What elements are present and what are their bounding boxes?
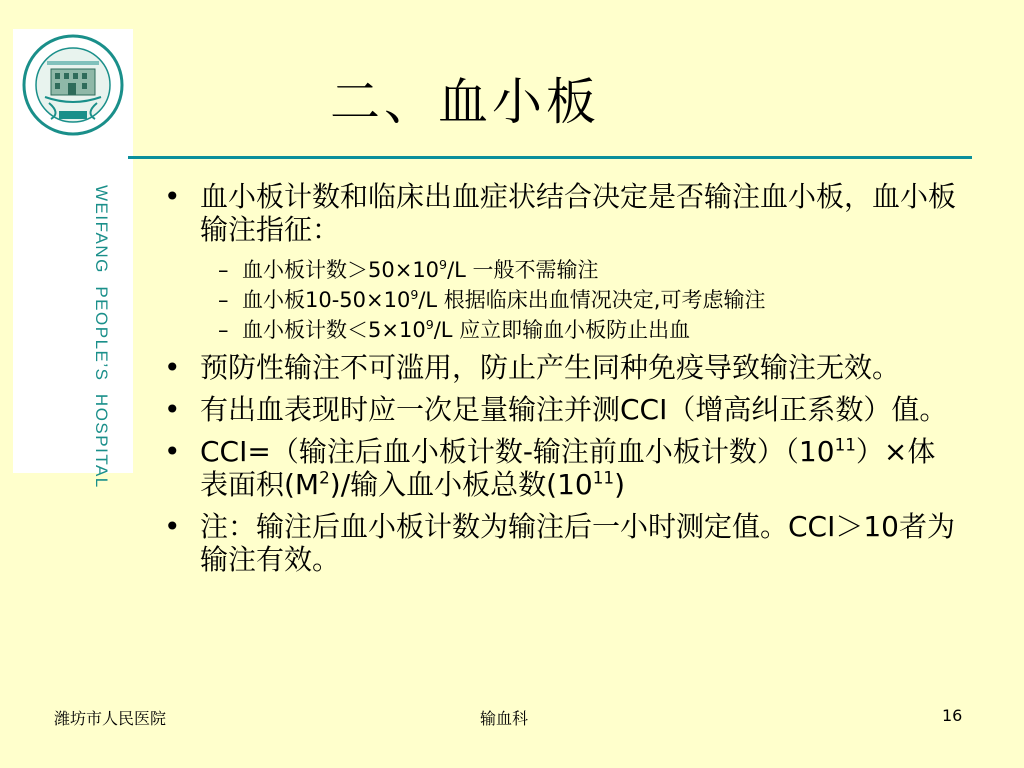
bullet-item — [160, 393, 960, 426]
bullet-dot-icon: • — [164, 393, 181, 426]
bullet-text — [200, 180, 956, 246]
bullet-dot-icon: • — [164, 180, 181, 213]
dash-bullet-icon: – — [218, 288, 229, 312]
sub-bullet-text-run: 9 — [425, 317, 434, 332]
hospital-english-name: WEIFANG PEOPLE’S HOSPITAL — [92, 185, 111, 489]
sub-bullet-text-run: 血小板计数＞50×10 — [242, 258, 440, 282]
bullet-text — [200, 510, 955, 576]
bullet-text-run: 有出血表现时应一次足量输注并测CCI（增高纠正系数）值。 — [200, 393, 948, 426]
bullet-item — [160, 510, 960, 576]
bullet-text — [200, 393, 947, 426]
bullet-text-run: ) — [614, 468, 625, 501]
bullet-text-run: 预防性输注不可滥用，防止产生同种免疫导致输注无效。 — [200, 351, 901, 384]
bullet-text — [200, 351, 900, 384]
bullet-text-run: 2 — [319, 467, 330, 488]
bullet-dot-icon: • — [164, 510, 181, 543]
bullet-text-run: 血小板计数和临床出血症状结合决定是否输注血小板，血小板输注指征： — [200, 180, 957, 246]
bullet-item — [160, 180, 960, 246]
bullet-item — [160, 435, 960, 501]
sub-bullet-text — [242, 258, 599, 282]
footer-department: 输血科 — [480, 709, 529, 728]
footer-hospital-name: 潍坊市人民医院 — [54, 709, 167, 728]
sub-bullet-item — [160, 255, 960, 285]
bullet-text-run: 注：输注后血小板计数为输注后一小时测定值。CCI＞10者为输注有效。 — [200, 510, 955, 576]
page-number: 16 — [942, 706, 963, 725]
sub-bullet-text-run: 血小板10-50×10 — [242, 288, 411, 312]
title-divider — [128, 156, 972, 159]
dash-bullet-icon: – — [218, 258, 229, 282]
sub-bullet-list — [160, 255, 960, 345]
bullet-text — [200, 435, 935, 501]
bullet-item — [160, 351, 960, 384]
bullet-text-run: ）×体表面积(M — [200, 435, 936, 501]
sub-bullet-text-run: 9 — [439, 257, 448, 272]
sub-bullet-text-run: 血小板计数＜5×10 — [242, 318, 426, 342]
slide-title: 二、血小板 — [330, 73, 600, 131]
bullet-text-run: )/输入血小板总数(10 — [329, 468, 593, 501]
sub-bullet-text — [242, 318, 690, 342]
bullet-text-run: CCI=（输注后血小板计数-输注前血小板计数）（10 — [200, 435, 835, 468]
hospital-logo-panel — [13, 29, 133, 489]
slide-content — [160, 180, 960, 585]
bullet-dot-icon: • — [164, 351, 181, 384]
sub-bullet-text-run: /L 应立即输血小板防止出血 — [433, 318, 691, 342]
sub-bullet-item — [160, 285, 960, 315]
sub-bullet-text — [242, 288, 765, 312]
bullet-text-run: 11 — [834, 434, 856, 455]
sub-bullet-item — [160, 315, 960, 345]
hospital-emblem-icon — [21, 33, 125, 137]
sub-bullet-text-run: /L 一般不需输注 — [447, 258, 599, 282]
bullet-text-run: 11 — [592, 467, 615, 488]
bullet-dot-icon: • — [164, 435, 181, 468]
sub-bullet-text-run: /L 根据临床出血情况决定,可考虑输注 — [418, 288, 766, 312]
dash-bullet-icon: – — [218, 318, 229, 342]
sub-bullet-text-run: 9 — [410, 287, 419, 302]
